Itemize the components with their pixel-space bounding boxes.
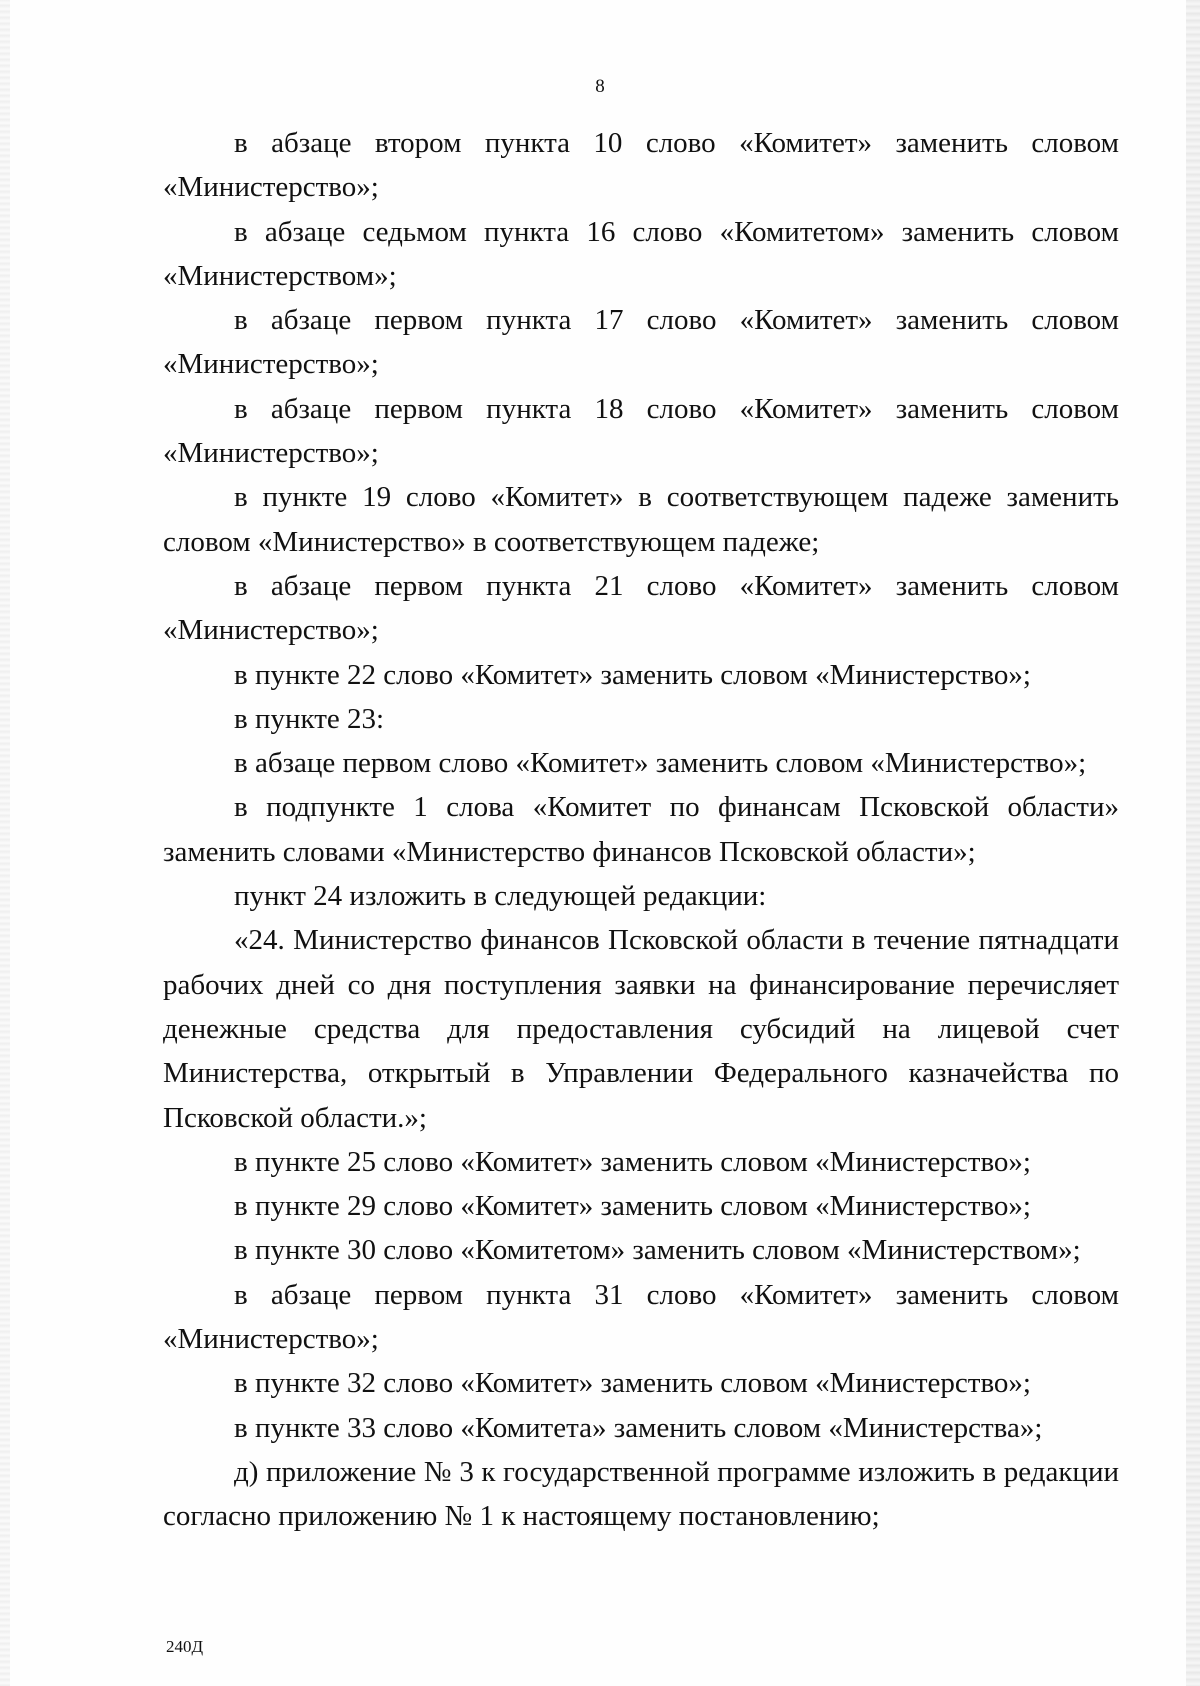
paragraph: «24. Министерство финансов Псковской области в течение пятнадцати рабочих дней со дня поступления заявки на финансирование перечисляет денежные средства для предоставления субсидий на лицевой счет Министерства, открытый в Управлении Федерального казначейства по Псковской области.»; (163, 924, 1119, 1134)
document-code: 240Д (166, 1637, 204, 1656)
paragraph: в пункте 30 слово «Комитетом» заменить словом «Министерством»; (234, 1234, 1081, 1267)
page-number: 8 (595, 76, 605, 97)
paragraph: пункт 24 изложить в следующей редакции: (234, 880, 767, 913)
paragraph: в пункте 23: (234, 702, 385, 735)
paragraph: в пункте 22 слово «Комитет» заменить словом «Министерство»; (234, 658, 1031, 691)
paragraph: в абзаце втором пункта 10 слово «Комитет» заменить словом «Министерство»; (163, 127, 1119, 204)
paragraph: в абзаце седьмом пункта 16 слово «Комитетом» заменить словом «Министерством»; (163, 215, 1119, 292)
paragraph: в абзаце первом пункта 31 слово «Комитет» заменить словом «Министерство»; (163, 1278, 1119, 1356)
scan-edge-right (1186, 0, 1200, 1686)
document-body (163, 121, 1119, 1539)
paragraph: в пункте 25 слово «Комитет» заменить словом «Министерство»; (234, 1145, 1031, 1178)
paragraph: в пункте 32 слово «Комитет» заменить словом «Министерство»; (234, 1367, 1031, 1400)
scan-edge-left (0, 0, 10, 1686)
paragraph: в пункте 29 слово «Комитет» заменить словом «Министерство»; (234, 1190, 1031, 1223)
paragraph: в подпункте 1 слова «Комитет по финансам Псковской области» заменить словами «Министерство финансов Псковской области»; (163, 791, 1119, 868)
paragraph: в пункте 19 слово «Комитет» в соответствующем падеже заменить словом «Министерство» в соответствующем падеже; (163, 481, 1119, 558)
paragraph: в абзаце первом слово «Комитет» заменить словом «Министерство»; (234, 747, 1087, 780)
paragraph: в абзаце первом пункта 18 слово «Комитет» заменить словом «Министерство»; (163, 392, 1119, 470)
paragraph: в абзаце первом пункта 17 слово «Комитет» заменить словом «Министерство»; (163, 304, 1119, 381)
paragraph: д) приложение № 3 к государственной программе изложить в редакции согласно приложению № 1 к настоящему постановлению; (163, 1455, 1119, 1533)
paragraph: в абзаце первом пункта 21 слово «Комитет» заменить словом «Министерство»; (163, 569, 1119, 647)
paragraph: в пункте 33 слово «Комитета» заменить словом «Министерства»; (234, 1411, 1043, 1444)
